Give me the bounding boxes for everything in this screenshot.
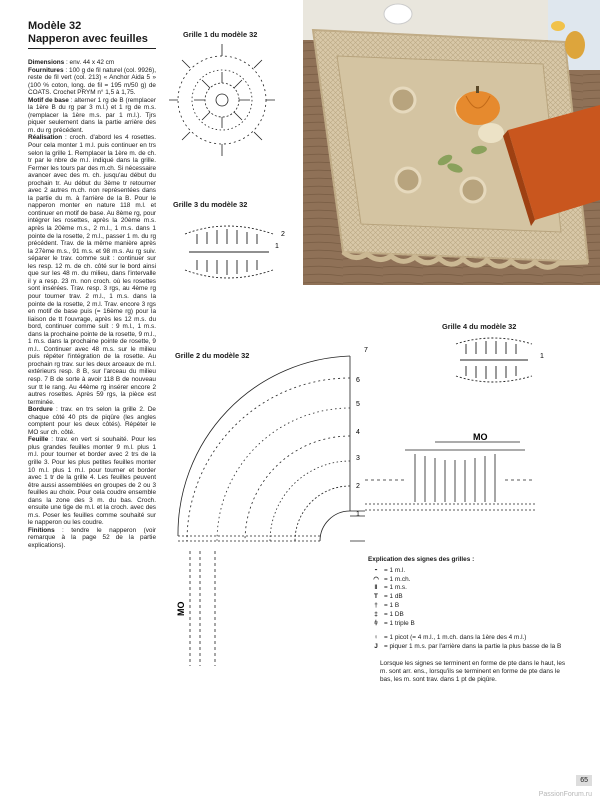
grid4-diagram xyxy=(448,334,568,388)
grid3-diagram xyxy=(177,214,297,288)
section-feuille: Feuille : trav. en vert si souhaité. Pour les plus grandes feuilles monter 9 m.l. plus 1 m.l. pour tourner et border avec 2 trs de la grille 3. Pour les plus petites feuilles monter 10 m.l. plus 1 m.l. pour tourner et border avec 1 tr de la grille 4. Les feuilles peuvent être aussi assemblées en groupes de 2 ou 3 feuilles au choix. Pour cela coudre ensemble dans la zone des 3 m. du bas. Croch. ensuite une tige de m.l. et la croch. avec des m.s. Poser les feuilles comme souhaité sur le napperon ou les coudre. xyxy=(28,436,156,527)
legend-row: J = piquer 1 m.s. par l'arrière dans la partie la plus basse de la B xyxy=(368,643,573,652)
grid2-mo-horizontal: MO xyxy=(473,432,488,442)
half-double-icon: T xyxy=(374,593,378,601)
grid4-title: Grille 4 du modèle 32 xyxy=(442,322,517,331)
grid4-round-1: 1 xyxy=(540,353,544,360)
legend-row: ♀ = 1 picot (= 4 m.l., 1 m.ch. dans la 1ère des 4 m.l.) xyxy=(368,634,573,643)
back-post-icon: J xyxy=(374,643,378,651)
grid3-round-1: 1 xyxy=(275,243,279,250)
grid2-round-5: 5 xyxy=(356,401,360,408)
section-finitions: Finitions : tendre le napperon (voir remarque à la page 52 de la partie explications). xyxy=(28,526,156,549)
legend-row: ⁃ = 1 m.l. xyxy=(368,567,573,576)
slip-stitch-icon: ◠ xyxy=(373,575,379,583)
triple-treble-icon: ⫩ xyxy=(374,619,378,627)
legend-row: † = 1 B xyxy=(368,602,573,611)
chain-stitch-icon: ⁃ xyxy=(374,566,378,574)
grid2-title: Grille 2 du modèle 32 xyxy=(175,351,250,360)
section-realisation: Réalisation : croch. d'abord les 4 rosettes. Pour cela monter 1 m.l. puis continuer en trs selon la grille 1. Remplacer la 1ère m. de ch. tr par le nbre de m.l. indiqué dans la grille. Fermer les tours par des m.ch. Si nécessaire avancer avec des m. ch. jusqu'au début du prochain tr. Au début du 3ème tr retourner avec 2 autres m.ch. non représentées dans la partie du m. à l'arrière de la B. Pour le napperon monter en nature 118 m.l. et continuer en motif de base. Au 8ème rg, pour intégrer les rosettes, après la 20ème m.s. après la 20ème m.s., 2 m.l., 1 m.s. dans 1 pointe de la rosette, 2 m.l., passer 1 m. du rg précédent. Trav. de la même manière après la 27ème m.s., 91 m.s. et 98 m.s. Au rg suiv. séparer le trav. comme suit : continuer sur les resp. 12 m. de ch. côté sur le bord ainsi que sur les 48 m. du milieu, dans l'intervalle il y a resp. 23 m. non croch. où les rosettes sont insérées. Trav. resp. 3 rgs, au 4ème rg pour tourner trav. 2 m.l., 1 m.s. dans la pointe de la rosette, 2 m.l. Trav. encore 3 rgs en motif de base puis (= 16ème rg) pour la liaison de tt l'ouvrage, après les 12 m.s. du bord, continuer comme suit : 9 m.l., 1 m.s. dans la prochaine pointe de la rosette, 9 m.l., 1 m.s. dans la prochaine pointe de rosette, 9 m.l.. Continuer avec 48 m.s. sur le milieu puis répéter l'intégration de la rosette. Au prochain rg trav. sur les deux arceaux de m.l. extérieurs resp. 8 B, sur l'arceau du milieu resp. 7 B de sorte à avoir 118 B de nouveau sur tt le rang. Au 44ème rg insérer encore 2 autres rosettes. Après 59 rgs, la pièce est terminée. xyxy=(28,134,156,406)
legend-row: ‖ = 1 m.s. xyxy=(368,584,573,593)
grid1-title: Grille 1 du modèle 32 xyxy=(183,30,258,39)
grid2-mo-vertical: MO xyxy=(176,601,186,616)
double-crochet-icon: † xyxy=(374,601,378,609)
grid2-repeat-strip xyxy=(365,430,565,520)
picot-icon: ♀ xyxy=(373,634,379,642)
doily-photo xyxy=(303,0,600,285)
model-title: Modèle 32 xyxy=(28,20,82,32)
legend-row: ◠ = 1 m.ch. xyxy=(368,576,573,585)
model-subtitle: Napperon avec feuilles xyxy=(28,33,156,49)
grid2-round-6: 6 xyxy=(356,377,360,384)
grid2-round-4: 4 xyxy=(356,429,360,436)
grid2-round-1: 1 xyxy=(356,511,360,518)
legend-title: Explication des signes des grilles : xyxy=(368,556,475,563)
watermark: PassionForum.ru xyxy=(538,791,592,798)
legend-row: ‡ = 1 DB xyxy=(368,611,573,620)
grid2-round-2: 2 xyxy=(356,483,360,490)
legend-note: Lorsque les signes se terminent en forme de pte dans le haut, les m. sont arr. ens., lorsqu'ils se terminent en forme de pte dans le bas, les m. sont trav. dans 1 pt de piqûre. xyxy=(380,659,566,683)
section-fournitures: Fournitures : 100 g de fil naturel (col. 9926), reste de fil vert (col. 213) « Anchor Aida 5 » (100 % coton, long. de fil = 195 m/50 g) de COATS. Crochet PRYM n° 1,5 à 1,75. xyxy=(28,66,156,97)
instructions-column xyxy=(28,20,156,550)
grid3-round-2: 2 xyxy=(281,231,285,238)
section-motif-de-base: Motif de base : alterner 1 rg de B (remplacer la 1ère B du rg par 3 m.l.) et 1 rg de m.s. (remplacer la 1ère m.s. par 1 m.l.). Tjrs piquer seulement dans la partie arrière des m. du rg précédent. xyxy=(28,96,156,134)
legend-row: T = 1 dB xyxy=(368,593,573,602)
section-bordure: Bordure : trav. en trs selon la grille 2. De chaque côté 40 pts de piqûre (les angles comptent pour les deux côtés). Répéter le MO sur ch. côté. xyxy=(28,406,156,436)
single-crochet-icon: ‖ xyxy=(374,584,378,592)
legend-row: ⫩ = 1 triple B xyxy=(368,620,573,629)
treble-crochet-icon: ‡ xyxy=(374,610,378,618)
grid2-round-7: 7 xyxy=(364,347,368,354)
symbols-legend xyxy=(368,556,573,684)
page-number: 65 xyxy=(576,775,592,786)
grid3-title: Grille 3 du modèle 32 xyxy=(173,200,248,209)
section-dimensions: Dimensions : env. 44 x 42 cm xyxy=(28,59,115,66)
grid1-diagram xyxy=(167,40,277,160)
grid2-round-3: 3 xyxy=(356,455,360,462)
grid2-diagram xyxy=(170,336,370,676)
